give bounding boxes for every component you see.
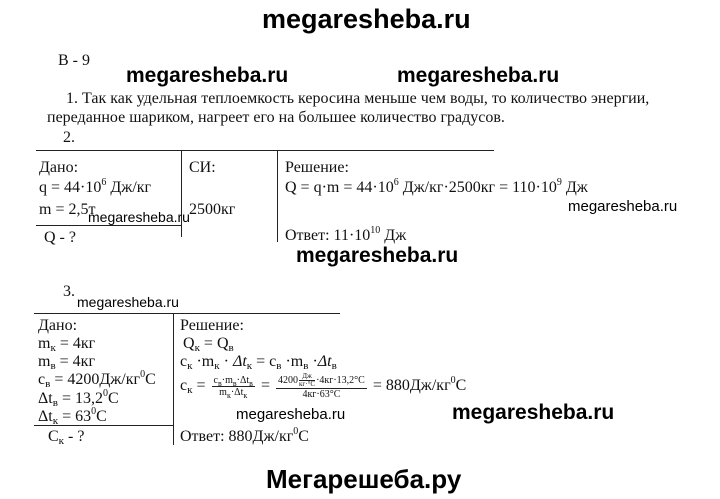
divider (36, 225, 182, 226)
divider (277, 150, 278, 242)
eq-result: $c_к$ = $\frac{c_в\cdot m_в\cdot\Delta t_в}{m_к\cdot\Delta t_к}$ = 4200 Дж кг·°С ·4кг·13,2°С 4кг·63°С = $880Дж/кг^0С$ (180, 372, 467, 400)
task1-line2: переданное шариком, нагреет его на большее количество градусов. (47, 109, 505, 126)
given-title: Дано: (39, 159, 79, 176)
solution-formula: $Q = q\cdot m = 44\cdot 10^6$ $Дж/кг\cdot 2500кг = 110\cdot 10^9$ Дж (285, 177, 588, 196)
watermark-top: megaresheba.ru (262, 4, 471, 34)
given-m: m = 2,5т (39, 201, 96, 218)
task1-line1: 1. Так как удельная теплоемкость керосина меньше чем воды, то количество энергии, (66, 90, 650, 107)
si-value: 2500кг (189, 201, 236, 218)
answer-3: Ответ: $880Дж/кг^0С$ (180, 426, 309, 445)
watermark: megaresheba.ru (397, 64, 560, 87)
given-cv: $c_в = 4200Дж/кг^0С$ (38, 369, 156, 390)
divider (34, 313, 340, 314)
task3-number: 3. (63, 283, 75, 300)
solution-title: Решение: (285, 159, 349, 176)
eq-expanded: $c_к \cdot m_к \cdot \Delta t_к = c_в \cdot m_в \cdot\Delta t_в$ (180, 353, 337, 372)
divider (36, 150, 494, 151)
task2-number: 2. (63, 129, 75, 146)
fraction-numeric: 4200 Дж кг·°С ·4кг·13,2°С 4кг·63°С (277, 372, 365, 400)
solution-title-3: Решение: (180, 317, 244, 334)
find-ck: $C_к$ - ? (48, 428, 85, 447)
answer-2: Ответ: $11\cdot 10^{10}$ Дж (285, 225, 407, 244)
given-dtk: $\Delta t_к = 63^0С$ (38, 406, 107, 427)
si-title: СИ: (189, 159, 216, 176)
watermark: megaresheba.ru (296, 244, 459, 267)
watermark: megaresheba.ru (452, 401, 615, 424)
watermark: megaresheba.ru (77, 294, 179, 310)
given-mk: $m_к = 4кг$ (38, 335, 96, 354)
given-title-3: Дано: (38, 317, 78, 334)
given-q: $q = 44\cdot 10^6$ Дж/кг (39, 177, 152, 196)
find-q: Q - ? (44, 229, 76, 246)
given-dtv: $\Delta t_в = 13,2^0С$ (38, 388, 119, 409)
given-mv: $m_в = 4кг$ (38, 353, 96, 372)
watermark-footer: Мегарешеба.ру (266, 464, 462, 494)
watermark: megaresheba.ru (568, 198, 678, 215)
fraction-symbolic: $\frac{c_в\cdot m_в\cdot\Delta t_в}{m_к\cdot\Delta t_к}$ (213, 375, 253, 400)
watermark: megaresheba.ru (88, 209, 190, 225)
variant-label: В - 9 (58, 52, 90, 69)
watermark: megaresheba.ru (236, 406, 346, 423)
watermark: megaresheba.ru (126, 64, 289, 87)
eq-heat-balance: $Q_к = Q_в$ (183, 335, 234, 354)
